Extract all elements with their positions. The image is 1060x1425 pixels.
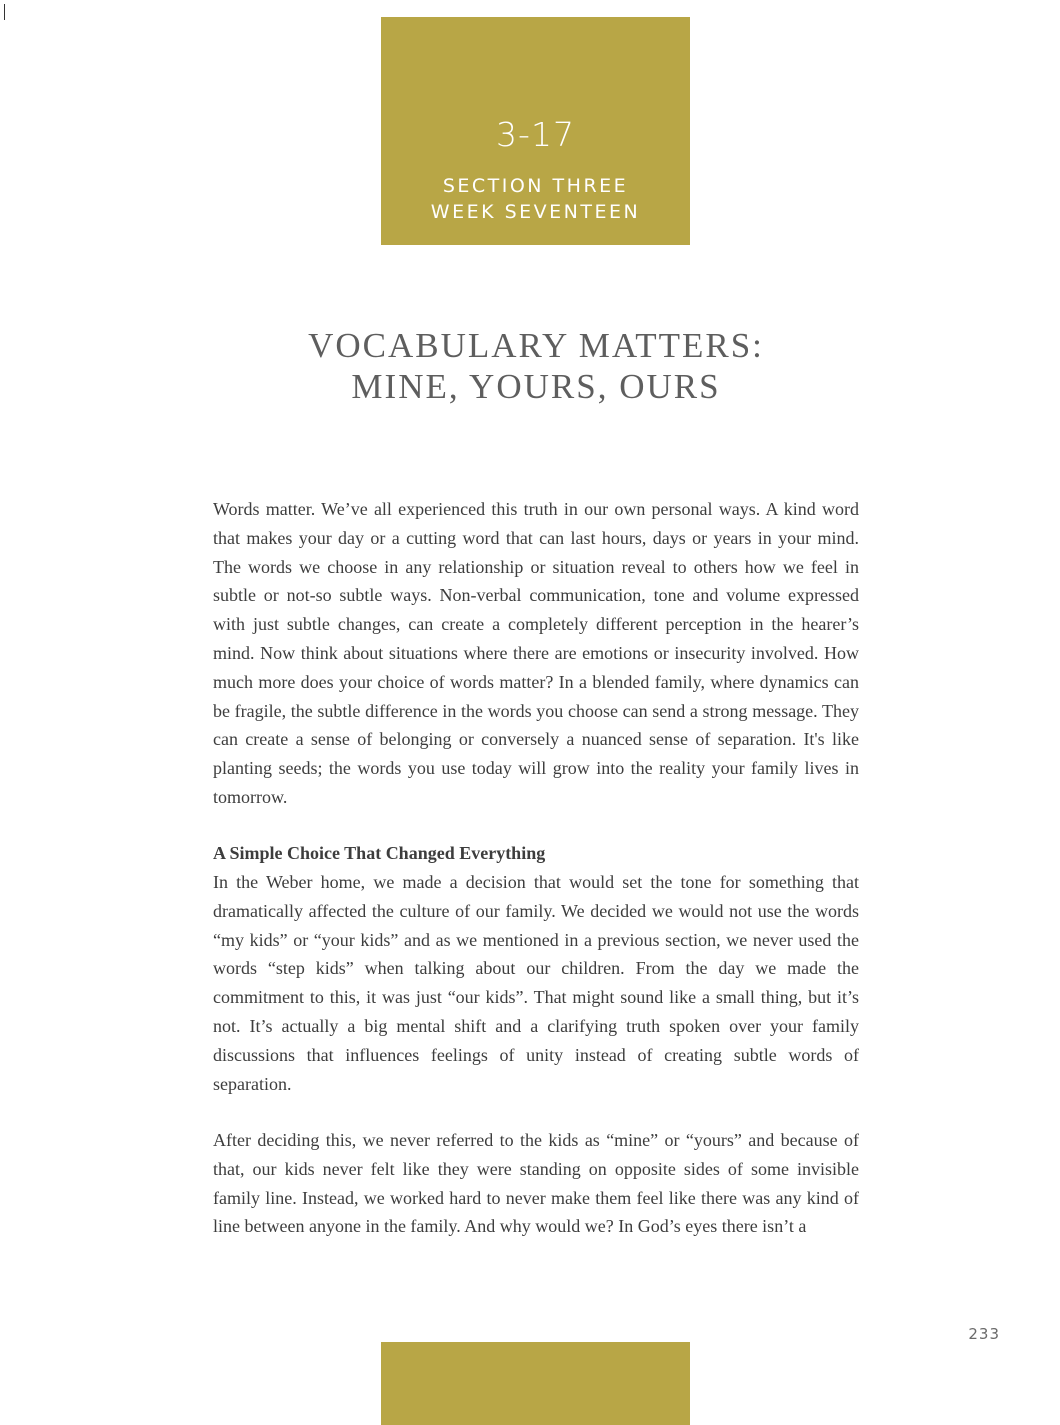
section-number: 3-17 <box>496 115 575 154</box>
crop-mark <box>4 4 5 20</box>
body-paragraph-2: In the Weber home, we made a decision that would set the tone for something that dramatically affected the culture of our family. We decided we would not use the words “my kids” or “your kids” and as we mentioned in a previous section, we never used the words “step kids” when talking about our children. From the day we made the commitment to this, it was just “our kids”. That might sound like a small thing, but it’s not. It’s actually a big mental shift and a clarifying truth spoken over your family discussions that influences feelings of unity instead of creating subtle words of separation. <box>213 872 859 1094</box>
body-paragraph-3: After deciding this, we never referred to the kids as “mine” or “yours” and because of that, our kids never felt like they were standing on opposite sides of some invisible family line. Instead, we worked hard to never make them feel like there was any kind of line between anyone in the family. And why would we? In God’s eyes there isn’t a <box>213 1130 859 1237</box>
page-number: 233 <box>968 1325 1000 1343</box>
week-label: WEEK SEVENTEEN <box>430 201 641 223</box>
page-title-line-2: MINE, YOURS, OURS <box>351 367 721 406</box>
section-header-block <box>381 17 690 245</box>
section-label: SECTION THREE <box>442 175 629 197</box>
page-title <box>213 325 859 407</box>
body-paragraph-1: Words matter. We’ve all experienced this truth in our own personal ways. A kind word that makes your day or a cutting word that can last hours, days or years in your mind. The words we choose in any relationship or situation reveal to others how we feel in subtle or not-so subtle ways. Non-verbal communication, tone and volume expressed with just subtle changes, can create a completely different perception in the hearer’s mind. Now think about situations where there are emotions or insecurity involved. How much more does your choice of words matter? In a blended family, where dynamics can be fragile, the subtle difference in the words you choose can send a strong message. They can create a sense of belonging or conversely a nuanced sense of separation. It's like planting seeds; the words you use today will grow into the reality your family lives in tomorrow. <box>213 499 859 807</box>
page-title-line-1: VOCABULARY MATTERS: <box>308 326 764 365</box>
subheading: A Simple Choice That Changed Everything <box>213 843 546 863</box>
footer-color-block <box>381 1342 690 1425</box>
